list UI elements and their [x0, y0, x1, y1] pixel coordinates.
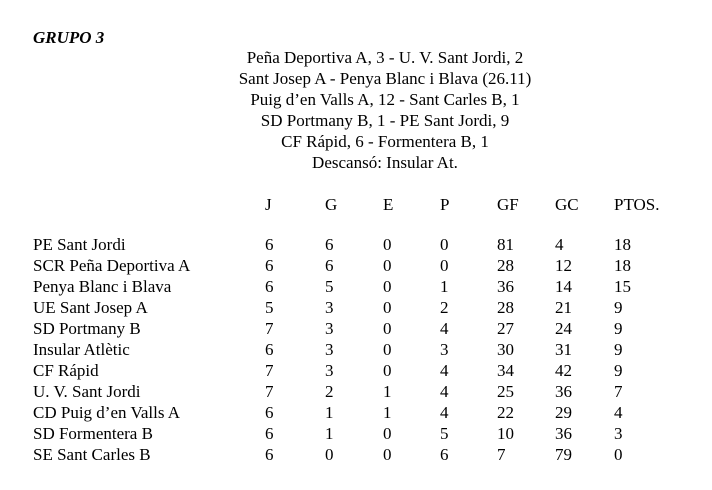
points-cell: 3 — [614, 424, 623, 443]
team-name-cell: SE Sant Carles B — [33, 445, 151, 464]
goals-for-cell: 28 — [497, 298, 514, 317]
played-cell: 6 — [265, 340, 274, 359]
won-cell: 1 — [325, 403, 334, 422]
drawn-cell: 0 — [383, 256, 392, 275]
goals-against-cell: 24 — [555, 319, 572, 338]
won-cell: 2 — [325, 382, 334, 401]
match-results — [0, 47, 712, 173]
points-cell: 9 — [614, 361, 623, 380]
points-cell: 15 — [614, 277, 631, 296]
played-cell: 7 — [265, 319, 274, 338]
drawn-cell: 0 — [383, 277, 392, 296]
team-name-cell: U. V. Sant Jordi — [33, 382, 141, 401]
lost-cell: 4 — [440, 403, 449, 422]
match-result: CF Rápid, 6 - Formentera B, 1 — [281, 132, 489, 151]
played-cell: 6 — [265, 445, 274, 464]
points-cell: 4 — [614, 403, 623, 422]
lost-cell: 0 — [440, 256, 449, 275]
header-goals-for: GF — [497, 195, 519, 214]
goals-for-cell: 30 — [497, 340, 514, 359]
won-cell: 6 — [325, 256, 334, 275]
team-name-cell: PE Sant Jordi — [33, 235, 126, 254]
table-row — [33, 276, 674, 297]
lost-cell: 4 — [440, 382, 449, 401]
played-cell: 7 — [265, 361, 274, 380]
team-name-cell: CD Puig d’en Valls A — [33, 403, 181, 422]
lost-cell: 0 — [440, 235, 449, 254]
points-cell: 0 — [614, 445, 623, 464]
won-cell: 3 — [325, 361, 334, 380]
lost-cell: 6 — [440, 445, 449, 464]
goals-against-cell: 36 — [555, 424, 572, 443]
table-row — [33, 444, 674, 465]
header-drawn: E — [383, 195, 394, 214]
team-name-cell: UE Sant Josep A — [33, 298, 148, 317]
team-name-cell: Penya Blanc i Blava — [33, 277, 172, 296]
team-name-cell: SD Formentera B — [33, 424, 153, 443]
lost-cell: 1 — [440, 277, 449, 296]
lost-cell: 3 — [440, 340, 449, 359]
won-cell: 3 — [325, 298, 334, 317]
points-cell: 18 — [614, 235, 631, 254]
played-cell: 7 — [265, 382, 274, 401]
goals-against-cell: 14 — [555, 277, 572, 296]
won-cell: 3 — [325, 319, 334, 338]
goals-for-cell: 22 — [497, 403, 514, 422]
won-cell: 6 — [325, 235, 334, 254]
goals-for-cell: 7 — [497, 445, 506, 464]
goals-for-cell: 28 — [497, 256, 514, 275]
table-row — [33, 318, 674, 339]
played-cell: 6 — [265, 277, 274, 296]
spacer-row — [33, 216, 674, 234]
won-cell: 3 — [325, 340, 334, 359]
table-row — [33, 297, 674, 318]
goals-for-cell: 36 — [497, 277, 514, 296]
drawn-cell: 1 — [383, 382, 392, 401]
lost-cell: 2 — [440, 298, 449, 317]
drawn-cell: 0 — [383, 361, 392, 380]
goals-for-cell: 27 — [497, 319, 514, 338]
header-team — [33, 193, 265, 216]
goals-for-cell: 25 — [497, 382, 514, 401]
goals-against-cell: 31 — [555, 340, 572, 359]
table-row — [33, 381, 674, 402]
standings-table — [33, 193, 674, 465]
won-cell: 0 — [325, 445, 334, 464]
played-cell: 6 — [265, 403, 274, 422]
drawn-cell: 1 — [383, 403, 392, 422]
team-name-cell: SCR Peña Deportiva A — [33, 256, 191, 275]
drawn-cell: 0 — [383, 340, 392, 359]
goals-for-cell: 81 — [497, 235, 514, 254]
drawn-cell: 0 — [383, 445, 392, 464]
match-result: Peña Deportiva A, 3 - U. V. Sant Jordi, 2 — [246, 48, 524, 67]
goals-against-cell: 12 — [555, 256, 572, 275]
team-name-cell: Insular Atlètic — [33, 340, 130, 359]
drawn-cell: 0 — [383, 235, 392, 254]
goals-against-cell: 21 — [555, 298, 572, 317]
group-title: GRUPO 3 — [33, 28, 105, 47]
header-goals-against: GC — [555, 195, 579, 214]
lost-cell: 4 — [440, 361, 449, 380]
points-cell: 9 — [614, 298, 623, 317]
table-row — [33, 255, 674, 276]
goals-for-cell: 34 — [497, 361, 514, 380]
match-result: Sant Josep A - Penya Blanc i Blava (26.11) — [238, 69, 532, 88]
goals-against-cell: 4 — [555, 235, 564, 254]
drawn-cell: 0 — [383, 298, 392, 317]
header-played: J — [265, 195, 272, 214]
goals-against-cell: 79 — [555, 445, 572, 464]
team-name-cell: CF Rápid — [33, 361, 99, 380]
goals-for-cell: 10 — [497, 424, 514, 443]
table-row — [33, 339, 674, 360]
drawn-cell: 0 — [383, 424, 392, 443]
points-cell: 9 — [614, 319, 623, 338]
goals-against-cell: 42 — [555, 361, 572, 380]
goals-against-cell: 29 — [555, 403, 572, 422]
goals-against-cell: 36 — [555, 382, 572, 401]
table-row — [33, 423, 674, 444]
header-won: G — [325, 195, 338, 214]
header-points: PTOS. — [614, 195, 660, 214]
points-cell: 18 — [614, 256, 631, 275]
header-lost: P — [440, 195, 450, 214]
match-result: Puig d’en Valls A, 12 - Sant Carles B, 1 — [250, 90, 520, 109]
standings-header-row — [33, 193, 674, 216]
played-cell: 5 — [265, 298, 274, 317]
points-cell: 9 — [614, 340, 623, 359]
lost-cell: 4 — [440, 319, 449, 338]
points-cell: 7 — [614, 382, 623, 401]
standings-body — [33, 216, 674, 465]
played-cell: 6 — [265, 235, 274, 254]
table-row — [33, 402, 674, 423]
played-cell: 6 — [265, 256, 274, 275]
lost-cell: 5 — [440, 424, 449, 443]
table-row — [33, 360, 674, 381]
won-cell: 1 — [325, 424, 334, 443]
match-result: SD Portmany B, 1 - PE Sant Jordi, 9 — [260, 111, 510, 130]
won-cell: 5 — [325, 277, 334, 296]
team-name-cell: SD Portmany B — [33, 319, 141, 338]
table-row — [33, 234, 674, 255]
drawn-cell: 0 — [383, 319, 392, 338]
played-cell: 6 — [265, 424, 274, 443]
rest-day-note: Descansó: Insular At. — [312, 153, 458, 172]
